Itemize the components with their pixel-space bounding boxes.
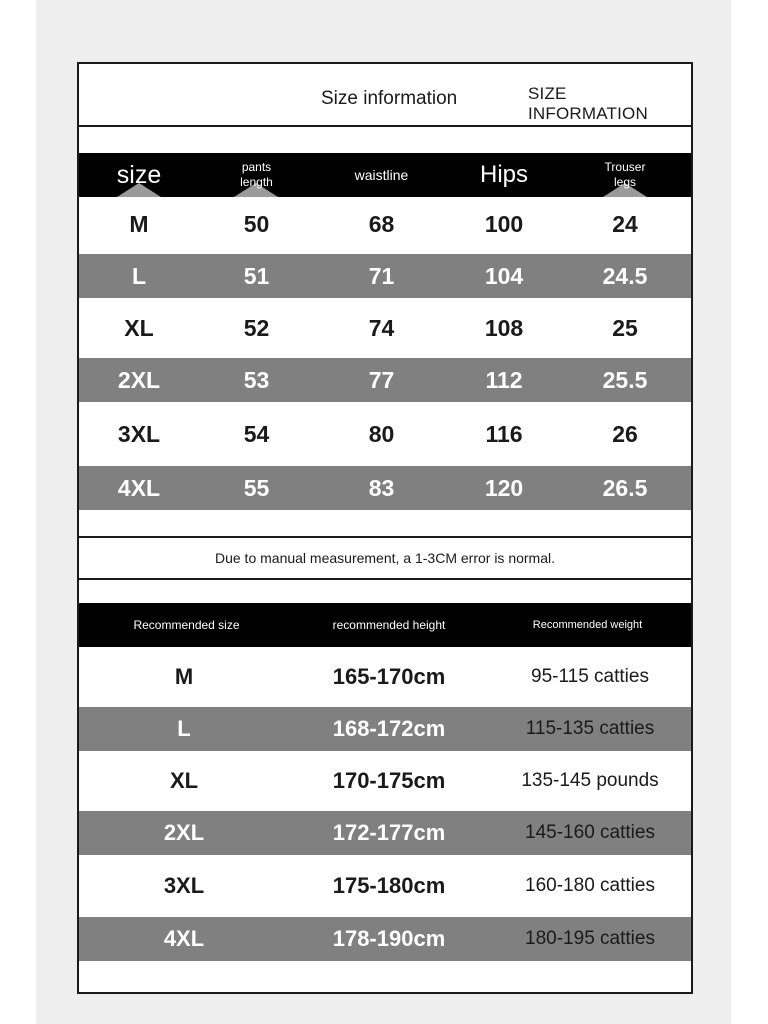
right-margin: [731, 0, 768, 1024]
cell-trouser-legs: 25: [612, 314, 638, 341]
cell-hips: 100: [484, 211, 524, 237]
col-hips-label: Hips: [479, 161, 528, 188]
table-row: [79, 917, 691, 961]
cell-trouser-legs: 26: [612, 420, 638, 447]
cell-recommended-size: L: [177, 716, 191, 741]
cell-recommended-height: 175-180cm: [332, 873, 446, 898]
table-row: [79, 707, 691, 751]
cell-recommended-size: M: [174, 664, 194, 689]
col-trouser-legs: [559, 153, 691, 197]
col-pants-length-line1: pants: [241, 160, 272, 174]
cell-recommended-size: XL: [169, 768, 199, 793]
col-trouser-legs-line2: legs: [613, 175, 636, 189]
table-row: [79, 402, 691, 466]
cell-size: M: [129, 211, 149, 237]
title-size-information-en: SIZE INFORMATION: [528, 84, 648, 123]
col-recommended-weight: [484, 603, 691, 647]
cell-size: XL: [124, 314, 154, 341]
cell-pants-length: 53: [243, 366, 270, 393]
table-row: [79, 254, 691, 298]
col-size: [79, 153, 199, 197]
cell-trouser-legs: 25.5: [602, 366, 648, 393]
divider: [79, 578, 691, 580]
col-waistline: [314, 153, 449, 197]
cell-recommended-height: 165-170cm: [332, 664, 446, 689]
cell-hips: 120: [484, 474, 524, 501]
cell-recommended-size: 2XL: [163, 820, 205, 845]
table-row: [79, 298, 691, 358]
size-chart-card: [77, 62, 693, 994]
recommend-table-header: [79, 603, 691, 647]
cell-hips: 116: [485, 420, 523, 447]
cell-trouser-legs: 24.5: [602, 262, 648, 289]
cell-trouser-legs: 24: [612, 211, 638, 237]
cell-hips: 112: [485, 366, 523, 393]
col-pants-length: [199, 153, 314, 197]
cell-recommended-weight: 145-160 catties: [525, 822, 655, 843]
cell-recommended-weight: 135-145 pounds: [521, 770, 659, 791]
title-size-information: Size information: [321, 88, 458, 109]
cell-recommended-size: 3XL: [163, 873, 205, 898]
cell-recommended-weight: 95-115 catties: [531, 666, 649, 687]
cell-size: 3XL: [117, 420, 161, 447]
col-hips: [449, 153, 559, 197]
cell-hips: 108: [484, 314, 524, 341]
cell-recommended-height: 172-177cm: [332, 820, 446, 845]
table-row: [79, 466, 691, 510]
size-table-header: [79, 153, 691, 197]
cell-waistline: 83: [368, 474, 395, 501]
table-row: [79, 647, 691, 707]
col-recommended-size: [79, 603, 294, 647]
cell-waistline: 80: [368, 420, 395, 447]
cell-waistline: 77: [368, 366, 395, 393]
cell-waistline: 71: [368, 262, 395, 289]
divider: [79, 125, 691, 127]
cell-recommended-weight: 115-135 catties: [525, 718, 655, 739]
cell-recommended-height: 168-172cm: [332, 716, 446, 741]
table-row: [79, 811, 691, 855]
col-pants-length-line2: length: [240, 175, 273, 189]
cell-waistline: 74: [368, 314, 395, 341]
cell-waistline: 68: [368, 211, 395, 237]
cell-recommended-weight: 160-180 catties: [525, 875, 655, 896]
cell-recommended-height: 170-175cm: [332, 768, 446, 793]
measurement-notice: Due to manual measurement, a 1-3CM error is normal.: [214, 550, 556, 566]
cell-pants-length: 54: [243, 420, 270, 447]
table-row: [79, 197, 691, 252]
cell-trouser-legs: 26.5: [602, 474, 648, 501]
col-recommended-height-label: recommended height: [332, 617, 446, 632]
cell-pants-length: 51: [243, 262, 270, 289]
left-margin: [0, 0, 36, 1024]
col-waistline-label: waistline: [354, 167, 409, 183]
table-row: [79, 855, 691, 917]
cell-pants-length: 50: [243, 211, 270, 237]
cell-pants-length: 52: [243, 314, 270, 341]
table-row: [79, 751, 691, 811]
cell-hips: 104: [484, 262, 524, 289]
cell-recommended-weight: 180-195 catties: [525, 928, 655, 949]
col-recommended-size-label: Recommended size: [133, 617, 240, 632]
cell-size: 4XL: [117, 474, 161, 501]
cell-recommended-height: 178-190cm: [332, 926, 446, 951]
cell-size: L: [131, 262, 147, 289]
col-size-label: size: [116, 161, 162, 189]
col-trouser-legs-line1: Trouser: [604, 160, 646, 174]
cell-pants-length: 55: [243, 474, 270, 501]
table-row: [79, 358, 691, 402]
cell-size: 2XL: [117, 366, 161, 393]
col-recommended-height: [294, 603, 484, 647]
cell-recommended-size: 4XL: [163, 926, 205, 951]
col-recommended-weight-label: Recommended weight: [532, 618, 643, 631]
